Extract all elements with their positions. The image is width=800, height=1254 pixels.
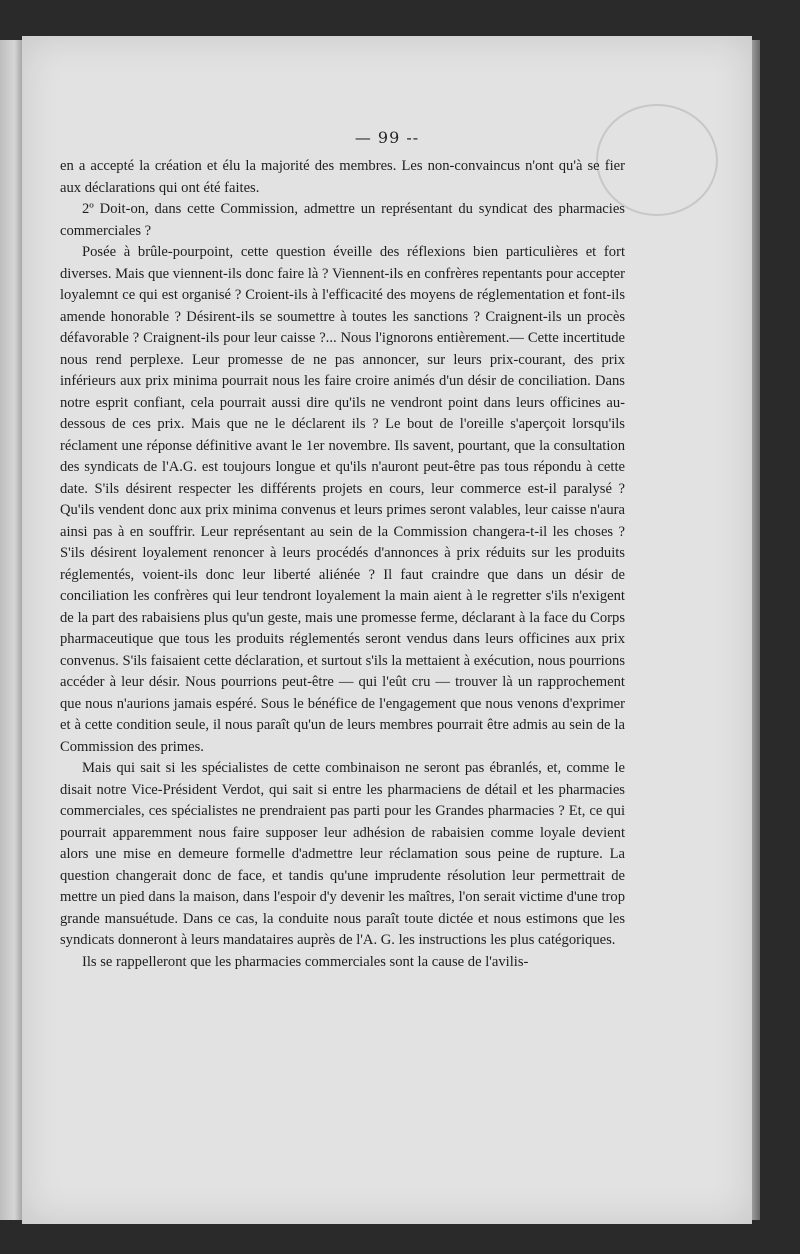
book-page <box>22 36 752 1224</box>
facing-page-edge <box>0 40 24 1220</box>
paragraph: Mais qui sait si les spécialistes de cette combinaison ne seront pas ébranlés, et, comme le disait notre Vice-Président Verdot, qui sait si entre les pharmaciens de détail et les pharmacies commerciales, ces spécialistes ne prendraient pas parti pour les Grandes pharmacies ? Et, ce qui pourrait apparemment nous faire supposer leur adhésion de rabaisien comme loyale devient alors une mise en demeure formelle d'admettre leur réclamation sous peine de rupture. La question changerait donc de face, et tandis qu'une imprudente résolution leur permettrait de mettre un pied dans la maison, dans l'espoir d'y devenir les maîtres, l'on serait victime d'une trop grande mansuétude. Dans ce cas, la conduite nous paraît toute dictée et nous estimons que les syndicats donneront à leurs mandataires auprès de l'A. G. les instructions les plus catégoriques. <box>60 760 625 948</box>
paragraph: 2º Doit-on, dans cette Commission, admettre un représentant du syndicat des pharmacies commerciales ? <box>60 201 625 239</box>
page-number: — 99 -- <box>354 128 420 147</box>
paragraph: en a accepté la création et élu la majorité des membres. Les non-convaincus n'ont qu'à se fier aux déclarations qui ont été faites. <box>60 158 625 196</box>
paragraph: Posée à brûle-pourpoint, cette question éveille des réflexions bien particulières et fort diverses. Mais que viennent-ils donc faire là ? Viennent-ils en confrères repentants pour accepter loyalemnt ce qui est organisé ? Croient-ils à l'efficacité des moyens de réglementation et font-ils amende honorable ? Désirent-ils se soumettre à toutes les sanctions ? Craignent-ils un procès défavorable ? Craignent-ils pour leur caisse ?... Nous l'ignorons entièrement.— Cette incertitude nous rend perplexe. Leur promesse de ne pas annoncer, sur leurs prix-courant, des prix inférieurs aux prix minima pourrait nous les faire croire animés d'un désir de conciliation. Dans notre esprit confiant, cela pourrait aussi dire qu'ils ne vendront point dans leurs officines au-dessous de ces prix. Mais que ne le déclarent ils ? Le bout de l'oreille s'aperçoit lorsqu'ils réclament une réponse définitive avant le 1er novembre. Ils savent, pourtant, que la consultation des syndicats de l'A.G. est toujours longue et qu'ils n'auront peut-être pas tous répondu à cette date. S'ils désirent respecter les différents projets en cours, leur commerce est-il paralysé ? Qu'ils vendent donc aux prix minima convenus et leurs primes seront valables, leur caisse n'aura ainsi pas à en souffrir. Leur représentant au sein de la Commission changera-t-il les choses ? S'ils désirent loyalement renoncer à leurs procédés d'annonces à prix réduits sur les produits réglementés, voient-ils donc leur liberté aliénée ? Il faut craindre que dans un désir de conciliation les confrères qui leur tendront loyalement la main aient à le regretter s'ils n'exigent de la part des rabaisiens plus qu'un geste, mais une promesse ferme, déclarant à la face du Corps pharmaceutique que tous les produits réglementés seront vendus dans leurs officines aux prix convenus. S'ils faisaient cette déclaration, et surtout s'ils la mettaient à exécution, nous pourrions accéder à leur désir. Nous pourrions peut-être — qui l'eût cru — trouver là un rapprochement que nous n'aurions jamais espéré. Sous le bénéfice de l'engagement que nous venons d'exprimer et à cette condition seule, il nous paraît qu'un de leurs membres pourrait être admis au sein de la Commission des primes. <box>60 244 625 755</box>
page-body <box>60 156 625 973</box>
paragraph: Ils se rappelleront que les pharmacies commerciales sont la cause de l'avilis- <box>82 953 529 970</box>
page-edge-shadow <box>752 40 760 1220</box>
